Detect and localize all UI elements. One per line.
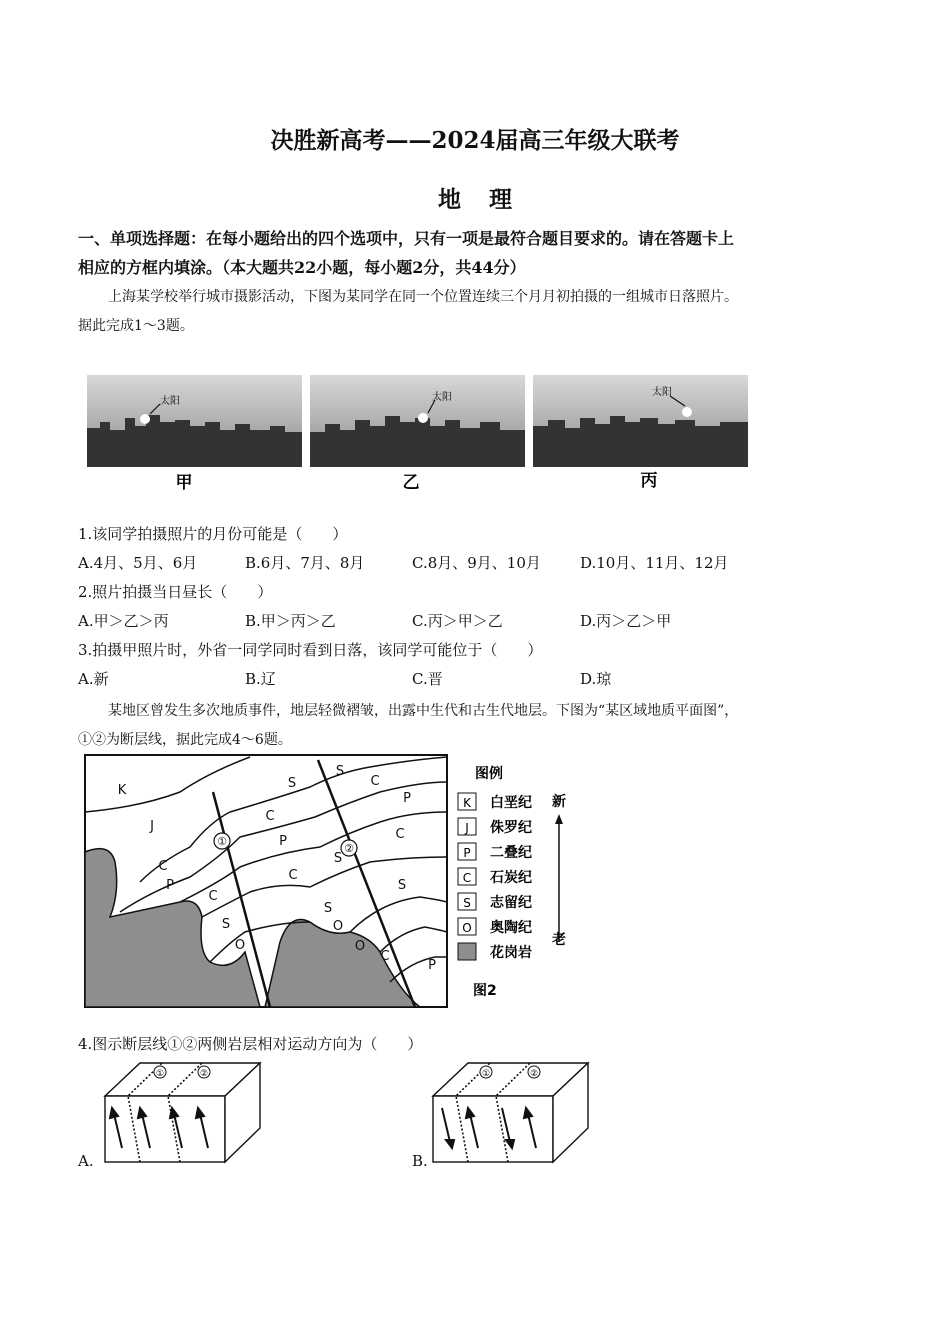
legend-item-silurian: [458, 893, 532, 911]
sun-icon: [682, 407, 692, 417]
svg-text:C: C: [370, 774, 380, 789]
sun-label: 太阳: [432, 392, 452, 403]
svg-text:O: O: [354, 939, 366, 954]
passage2-line2: ①②为断层线，据此完成4～6题。: [78, 732, 292, 748]
block-diagram-b[interactable]: [428, 1058, 598, 1168]
legend-item-jurassic: [458, 818, 532, 836]
question-4-option-b[interactable]: B.: [412, 1152, 428, 1170]
question-2-option-b[interactable]: B.甲＞丙＞乙: [245, 612, 336, 630]
svg-text:石炭纪: 石炭纪: [490, 870, 532, 886]
svg-text:C: C: [265, 809, 275, 824]
photo-caption-yi: 乙: [402, 473, 420, 493]
svg-text:S: S: [463, 896, 471, 910]
age-old-label: 老: [552, 932, 566, 948]
question-1-stem: 1.该同学拍摄照片的月份可能是（ ）: [78, 525, 348, 543]
sun-icon: [418, 413, 428, 423]
age-new-label: 新: [552, 794, 566, 810]
question-2-stem: 2.照片拍摄当日昼长（ ）: [78, 583, 273, 601]
svg-text:①: ①: [155, 1069, 165, 1079]
sun-label: 太阳: [652, 387, 672, 398]
svg-text:J: J: [150, 819, 154, 834]
svg-text:C: C: [288, 868, 298, 883]
question-1-option-d[interactable]: D.10月、11月、12月: [580, 554, 729, 572]
svg-text:P: P: [279, 834, 287, 849]
svg-text:S: S: [221, 917, 231, 932]
svg-text:P: P: [403, 791, 411, 806]
photo-yi: [310, 375, 525, 467]
svg-text:白垩纪: 白垩纪: [490, 795, 532, 811]
svg-text:S: S: [335, 764, 345, 779]
svg-text:S: S: [323, 901, 333, 916]
svg-text:C: C: [395, 827, 405, 842]
figure-label: 图2: [473, 983, 497, 999]
geological-map: [80, 752, 580, 1012]
legend-item-granite: [458, 943, 532, 961]
legend: [458, 793, 532, 961]
question-1-option-b[interactable]: B.6月、7月、8月: [245, 554, 365, 572]
question-3-stem: 3.拍摄甲照片时，外省一同学同时看到日落，该同学可能位于（ ）: [78, 641, 543, 659]
question-1-option-a[interactable]: A.4月、5月、6月: [78, 554, 198, 572]
legend-title: 图例: [475, 766, 503, 782]
svg-text:S: S: [333, 851, 343, 866]
legend-item-ordovician: [458, 918, 532, 936]
svg-text:志留纪: 志留纪: [490, 895, 532, 911]
svg-text:S: S: [287, 776, 297, 791]
photo-jia: [87, 375, 302, 467]
passage2-line1: 某地区曾发生多次地质事件，地层轻微褶皱，出露中生代和古生代地层。下图为“某区域地质平面图”，: [108, 703, 739, 719]
question-4-stem: 4.图示断层线①②两侧岩层相对运动方向为（ ）: [78, 1035, 423, 1053]
svg-text:O: O: [332, 919, 344, 934]
svg-text:O: O: [462, 921, 472, 935]
svg-text:二叠纪: 二叠纪: [490, 845, 532, 861]
question-2-option-d[interactable]: D.丙＞乙＞甲: [580, 612, 672, 630]
photo-bing: [533, 375, 748, 467]
question-4-option-a[interactable]: A.: [78, 1152, 94, 1170]
exam-title: 决胜新高考——2024届高三年级大联考: [270, 127, 680, 154]
svg-text:K: K: [117, 783, 127, 798]
svg-text:O: O: [234, 938, 246, 953]
sun-label: 太阳: [160, 396, 180, 407]
svg-text:C: C: [208, 889, 218, 904]
question-3-option-d[interactable]: D.琼: [580, 670, 612, 688]
svg-text:奥陶纪: 奥陶纪: [490, 920, 532, 936]
question-3-option-b[interactable]: B.辽: [245, 670, 276, 688]
svg-text:C: C: [380, 949, 390, 964]
svg-text:①: ①: [481, 1069, 491, 1079]
question-3-option-c[interactable]: C.晋: [412, 670, 443, 688]
subject-title: 地理: [438, 186, 540, 213]
sun-icon: [140, 414, 150, 424]
svg-text:P: P: [428, 958, 436, 973]
question-3-option-a[interactable]: A.新: [78, 670, 109, 688]
legend-item-cretaceous: [458, 793, 532, 811]
svg-text:C: C: [158, 859, 168, 874]
section-heading-line2: 相应的方框内填涂。（本大题共22小题，每小题2分，共44分）: [78, 258, 526, 277]
svg-text:S: S: [397, 878, 407, 893]
section-heading-line1: 一、单项选择题：在每小题给出的四个选项中，只有一项是最符合题目要求的。请在答题卡上: [78, 229, 735, 248]
svg-text:P: P: [166, 878, 174, 893]
svg-text:侏罗纪: 侏罗纪: [490, 820, 532, 836]
block-diagram-a[interactable]: [100, 1058, 270, 1168]
question-2-option-c[interactable]: C.丙＞甲＞乙: [412, 612, 503, 630]
question-1-option-c[interactable]: C.8月、9月、10月: [412, 554, 541, 572]
svg-text:②: ②: [199, 1069, 209, 1079]
photo-caption-jia: 甲: [175, 473, 193, 493]
svg-text:P: P: [463, 846, 471, 860]
passage1-line2: 据此完成1～3题。: [78, 318, 194, 334]
legend-item-permian: [458, 843, 532, 861]
svg-text:②: ②: [529, 1069, 539, 1079]
photo-caption-bing: 丙: [640, 471, 658, 491]
sunset-photos: [80, 360, 760, 500]
legend-item-carboniferous: [458, 868, 532, 886]
svg-text:K: K: [463, 796, 471, 810]
svg-text:花岗岩: 花岗岩: [490, 945, 532, 961]
question-2-option-a[interactable]: A.甲＞乙＞丙: [78, 612, 169, 630]
svg-text:C: C: [462, 871, 472, 885]
svg-text:J: J: [465, 821, 469, 835]
passage1-line1: 上海某学校举行城市摄影活动，下图为某同学在同一个位置连续三个月月初拍摄的一组城市日落照片。: [108, 289, 738, 305]
svg-text:①: ①: [217, 835, 227, 848]
svg-text:②: ②: [344, 842, 354, 855]
